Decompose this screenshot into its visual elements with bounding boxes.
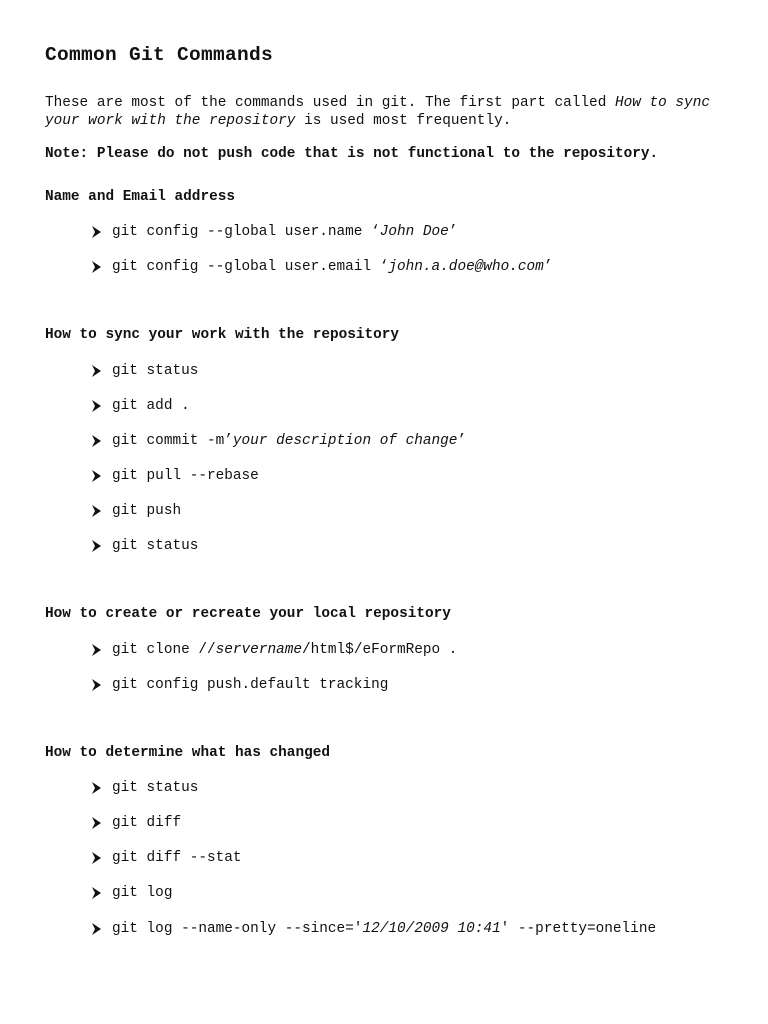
intro-paragraph	[45, 94, 735, 130]
command-value: john.a.doe@who.com	[388, 259, 544, 275]
command-text: git log --name-only --since='	[112, 921, 363, 937]
arrowhead-bullet-icon	[90, 816, 112, 830]
command-text: git config --global user.name ‘	[112, 224, 380, 240]
arrowhead-bullet-icon	[90, 434, 112, 448]
list-item	[90, 850, 242, 866]
list-item	[90, 503, 181, 519]
arrowhead-bullet-icon	[90, 364, 112, 378]
arrowhead-bullet-icon	[90, 678, 112, 692]
list-item	[90, 398, 190, 414]
arrowhead-bullet-icon	[90, 851, 112, 865]
list-item	[90, 921, 656, 937]
command-text: git config push.default tracking	[112, 677, 389, 693]
command-text: git add .	[112, 398, 190, 414]
command-text: /html$/eFormRepo .	[302, 642, 458, 658]
section-heading-sync: How to sync your work with the repository	[45, 327, 400, 343]
arrowhead-bullet-icon	[90, 399, 112, 413]
intro-text-1: These are most of the commands used in git. The first part called	[45, 95, 615, 111]
command-text: git diff	[112, 815, 182, 831]
arrowhead-bullet-icon	[90, 469, 112, 483]
section-heading-changed: How to determine what has changed	[45, 745, 330, 761]
command-text: git config --global user.email ‘	[112, 259, 389, 275]
command-text: git push	[112, 503, 182, 519]
list-item	[90, 224, 457, 240]
list-item	[90, 468, 259, 484]
arrowhead-bullet-icon	[90, 539, 112, 553]
note-text: Note: Please do not push code that is not functional to the repository.	[45, 146, 659, 162]
arrowhead-bullet-icon	[90, 225, 112, 239]
section-heading-create: How to create or recreate your local repository	[45, 606, 451, 622]
command-text: ' --pretty=oneline	[500, 921, 657, 937]
intro-emphasis: How to sync your work with the repository	[45, 95, 710, 129]
command-text: git status	[112, 363, 199, 379]
command-text: git pull --rebase	[112, 468, 259, 484]
command-text: ’	[457, 433, 467, 449]
command-text: git commit -m’	[112, 433, 233, 449]
list-item	[90, 433, 466, 449]
command-value: servername	[215, 642, 302, 658]
command-text: ’	[448, 224, 458, 240]
command-text: git diff --stat	[112, 850, 242, 866]
command-text: ’	[543, 259, 553, 275]
command-value: 12/10/2009 10:41	[362, 921, 501, 937]
command-value: John Doe	[379, 224, 449, 240]
command-text: git clone //	[112, 642, 216, 658]
intro-text-2: is used most frequently.	[295, 113, 512, 129]
arrowhead-bullet-icon	[90, 922, 112, 936]
command-text: git status	[112, 538, 199, 554]
list-item	[90, 815, 181, 831]
arrowhead-bullet-icon	[90, 781, 112, 795]
command-value: your description of change	[232, 433, 458, 449]
list-item	[90, 780, 198, 796]
list-item	[90, 259, 552, 275]
arrowhead-bullet-icon	[90, 260, 112, 274]
section-heading-name-email: Name and Email address	[45, 189, 235, 205]
arrowhead-bullet-icon	[90, 886, 112, 900]
list-item	[90, 885, 172, 901]
list-item	[90, 677, 388, 693]
list-item	[90, 363, 198, 379]
list-item	[90, 538, 198, 554]
arrowhead-bullet-icon	[90, 504, 112, 518]
arrowhead-bullet-icon	[90, 643, 112, 657]
command-text: git status	[112, 780, 199, 796]
list-item	[90, 642, 457, 658]
page-title: Common Git Commands	[45, 44, 274, 66]
command-text: git log	[112, 885, 173, 901]
